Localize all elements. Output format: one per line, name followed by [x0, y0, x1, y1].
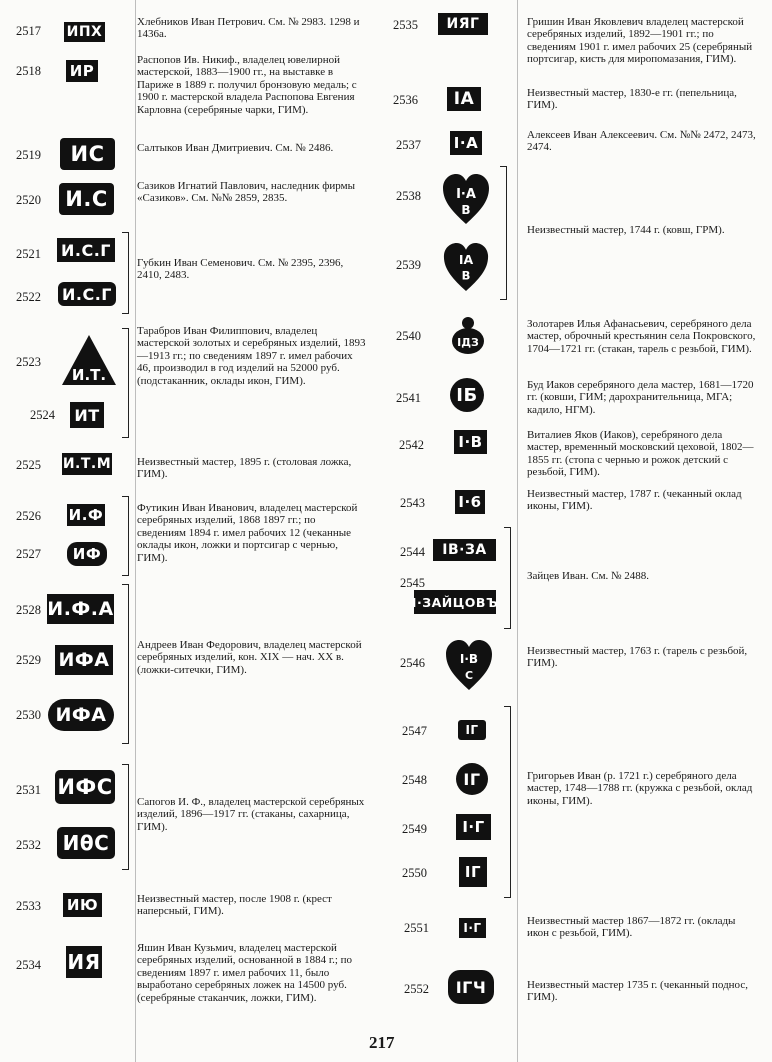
- entry-number: 2527: [16, 547, 41, 561]
- entry-number: 2528: [16, 603, 41, 617]
- entry-description: Неизвестный мастер, 1830-е гг. (пепельница, ГИМ).: [527, 87, 737, 112]
- hallmark-image: ИФ: [67, 542, 107, 566]
- entry-number: 2551: [404, 921, 429, 935]
- entry-description: Хлебников Иван Петрович. См. № 2983. 1298 и 1436а.: [137, 16, 360, 41]
- entry-number: 2524: [30, 408, 55, 422]
- entry-number: 2548: [402, 773, 427, 787]
- hallmark-image: IB·ЗА: [433, 539, 496, 561]
- hallmark-image: IБ: [450, 378, 484, 412]
- entry-number: 2535: [393, 18, 418, 32]
- entry-number: 2523: [16, 355, 41, 369]
- entry-description: Яшин Иван Кузьмич, владелец мастерской серебряных изделий, основанной в 1884 г.; по сведениям 1897 г. имел рабочих 11, было выработано серебряных ложек на 14500 руб. (серебряные стаканчик, ложки, ГИМ).: [137, 942, 353, 1004]
- hallmark-image: И.Ф.А: [47, 594, 114, 624]
- group-bracket: [122, 496, 129, 576]
- svg-text:IA: IA: [458, 252, 474, 268]
- hallmark-image: И.С: [59, 183, 114, 215]
- heart-hallmark-image: [444, 638, 494, 692]
- entry-number: 2549: [402, 822, 427, 836]
- hallmark-image: И.Ф: [68, 506, 104, 524]
- hallmark-image: ИФА: [48, 699, 114, 731]
- entry-number: 2540: [396, 329, 421, 343]
- group-bracket: [122, 328, 129, 438]
- hallmark-image: I·6: [455, 490, 485, 514]
- svg-text:И.Т.: И.Т.: [71, 366, 107, 384]
- hallmark-image: ИЮ: [63, 893, 102, 917]
- entry-number: 2533: [16, 899, 41, 913]
- group-bracket: [504, 527, 511, 629]
- hallmark-image: I·B: [454, 430, 487, 454]
- entry-number: 2534: [16, 958, 41, 972]
- entry-description: Неизвестный мастер, 1763 г. (тарель с резьбой, ГИМ).: [527, 645, 748, 670]
- entry-description: Салтыков Иван Дмитриевич. См. № 2486.: [137, 142, 334, 154]
- entry-description: Футикин Иван Иванович, владелец мастерской серебряных изделий, 1868 1897 гг.; по сведениям 1894 г. имел рабочих 12 (чеканные оклады икон, ложки и портсигар с чернью, ГИМ).: [137, 502, 358, 564]
- hallmark-image: [451, 316, 485, 356]
- heart-hallmark-image: [441, 172, 491, 226]
- hallmark-image: I·ЗАЙЦОВЪ: [414, 590, 496, 614]
- entry-number: 2521: [16, 247, 41, 261]
- hallmark-image: I·Г: [456, 814, 491, 840]
- hallmark-image: I·Г: [459, 918, 486, 938]
- hallmark-image: ИТ: [70, 402, 104, 428]
- entry-description: Гришин Иван Яковлевич владелец мастерской серебряных изделий, 1892—1901 гг.; по сведениям 1901 г. имел рабочих 25 (серебряный портсигар, кисть для миропомазания, ГИМ).: [527, 16, 753, 66]
- page-number: 217: [369, 1033, 395, 1052]
- entry-description: Золотарев Илья Афанасьевич, серебряного дела мастер, оброчный крестьянин села Покровского, 1704—1721 гг. (стакан, тарель с резьбой, ГИМ).: [527, 318, 756, 355]
- entry-number: 2520: [16, 193, 41, 207]
- group-bracket: [504, 706, 511, 898]
- entry-number: 2530: [16, 708, 41, 722]
- entry-number: 2517: [16, 24, 41, 38]
- hallmark-image: IГ: [458, 720, 486, 740]
- hallmark-image: ИФА: [55, 645, 113, 675]
- entry-description: Неизвестный мастер 1867—1872 гг. (оклады икон с резьбой, ГИМ).: [527, 915, 736, 940]
- group-bracket: [122, 584, 129, 744]
- hallmark-image: IГ: [456, 763, 488, 795]
- entry-description: Неизвестный мастер, после 1908 г. (крест наперсный, ГИМ).: [137, 893, 332, 918]
- entry-number: 2522: [16, 290, 41, 304]
- entry-description: Сапогов И. Ф., владелец мастерской серебряных изделий, 1896—1917 гг. (стаканы, сахарница, ГИМ).: [137, 796, 365, 833]
- column-rule-left: [135, 0, 136, 1062]
- hallmark-image: ИФС: [55, 770, 115, 804]
- entry-description: Неизвестный мастер, 1787 г. (чеканный оклад иконы, ГИМ).: [527, 488, 742, 513]
- svg-text:I·B: I·B: [459, 652, 479, 666]
- entry-number: 2526: [16, 509, 41, 523]
- entry-number: 2544: [400, 545, 425, 559]
- column-rule-right: [517, 0, 518, 1062]
- entry-description: Зайцев Иван. См. № 2488.: [527, 570, 650, 582]
- entry-description: Андреев Иван Федорович, владелец мастерской серебряных изделий, кон. XIX — нач. XX в. (ложки-ситечки, ГИМ).: [137, 639, 362, 676]
- hallmark-image: ИР: [66, 60, 98, 82]
- entry-description: Неизвестный мастер, 1744 г. (ковш, ГРМ).: [527, 224, 725, 236]
- hallmark-image: IA: [447, 87, 481, 111]
- svg-text:C: C: [464, 669, 474, 682]
- entry-number: 2546: [400, 656, 425, 670]
- entry-description: Неизвестный мастер 1735 г. (чеканный поднос, ГИМ).: [527, 979, 748, 1004]
- hallmark-image: И.С.Г: [57, 238, 115, 262]
- entry-description: Сазиков Игнатий Павлович, наследник фирмы «Сазиков». См. №№ 2859, 2835.: [137, 180, 355, 205]
- hallmark-image: IГ: [459, 857, 487, 887]
- hallmark-image: И.Т.М: [62, 453, 112, 475]
- hallmark-image: ИЯ: [66, 946, 102, 978]
- entry-number: 2537: [396, 138, 421, 152]
- entry-description: Виталиев Яков (Иаков), серебряного дела мастер, временный московский цеховой, 1802—1855 гг. (стопа с чернью и рожок детский с резьбой, ГИМ).: [527, 429, 754, 479]
- entry-number: 2529: [16, 653, 41, 667]
- entry-number: 2538: [396, 189, 421, 203]
- entry-description: Буд Иаков серебряного дела мастер, 1681—1720 гг. (ковши, ГИМ; дарохранительница, МГА; кадило, НГМ).: [527, 379, 754, 416]
- svg-text:IДЗ: IДЗ: [457, 336, 479, 349]
- entry-description: Тарабров Иван Филиппович, владелец мастерской золотых и серебряных изделий, 1893—1913 гг.; по сведениям 1897 г. имел рабочих 46, производил в год изделий на 52000 руб. (подстаканник, оклады икон, ГИМ).: [137, 325, 366, 387]
- entry-description: Распопов Ив. Никиф., владелец ювелирной мастерской, 1883—1900 гг., на выставке в Париже в 1889 г. получил бронзовую медаль; с 1900 г. мастерской владела Распопова Евгения Карловна (серебряные чарки, ГИМ).: [137, 54, 357, 116]
- entry-number: 2532: [16, 838, 41, 852]
- entry-number: 2541: [396, 391, 421, 405]
- entry-description: Губкин Иван Семенович. См. № 2395, 2396, 2410, 2483.: [137, 257, 344, 282]
- entry-number: 2531: [16, 783, 41, 797]
- svg-text:B: B: [461, 268, 471, 283]
- entry-number: 2543: [400, 496, 425, 510]
- entry-number: 2525: [16, 458, 41, 472]
- entry-number: 2542: [399, 438, 424, 452]
- group-bracket: [122, 764, 129, 870]
- entry-number: 2552: [404, 982, 429, 996]
- entry-description: Неизвестный мастер, 1895 г. (столовая ложка, ГИМ).: [137, 456, 352, 481]
- hallmark-image: I·A: [450, 131, 482, 155]
- hallmark-image: И.С.Г: [58, 282, 116, 306]
- hallmark-image: ИПХ: [64, 22, 105, 42]
- entry-number: 2518: [16, 64, 41, 78]
- entry-number: 2539: [396, 258, 421, 272]
- hallmark-image: ИЯГ: [438, 13, 488, 35]
- svg-text:B: B: [461, 203, 471, 217]
- group-bracket: [122, 232, 129, 314]
- hallmark-image: ИС: [60, 138, 115, 170]
- entry-description: Григорьев Иван (р. 1721 г.) серебряного дела мастер, 1748—1788 гг. (кружка с резьбой, оклад иконы, ГИМ).: [527, 770, 753, 807]
- entry-description: Алексеев Иван Алексеевич. См. №№ 2472, 2473, 2474.: [527, 129, 756, 154]
- entry-number: 2547: [402, 724, 427, 738]
- hallmark-image: [60, 333, 118, 387]
- heart-hallmark-image: [442, 240, 490, 294]
- entry-number: 2536: [393, 93, 418, 107]
- hallmark-image: IГЧ: [448, 970, 494, 1004]
- entry-number: 2545: [400, 576, 425, 590]
- group-bracket: [500, 166, 507, 300]
- svg-text:I·A: I·A: [456, 187, 476, 202]
- entry-number: 2550: [402, 866, 427, 880]
- hallmark-image: ИθС: [57, 827, 115, 859]
- entry-number: 2519: [16, 148, 41, 162]
